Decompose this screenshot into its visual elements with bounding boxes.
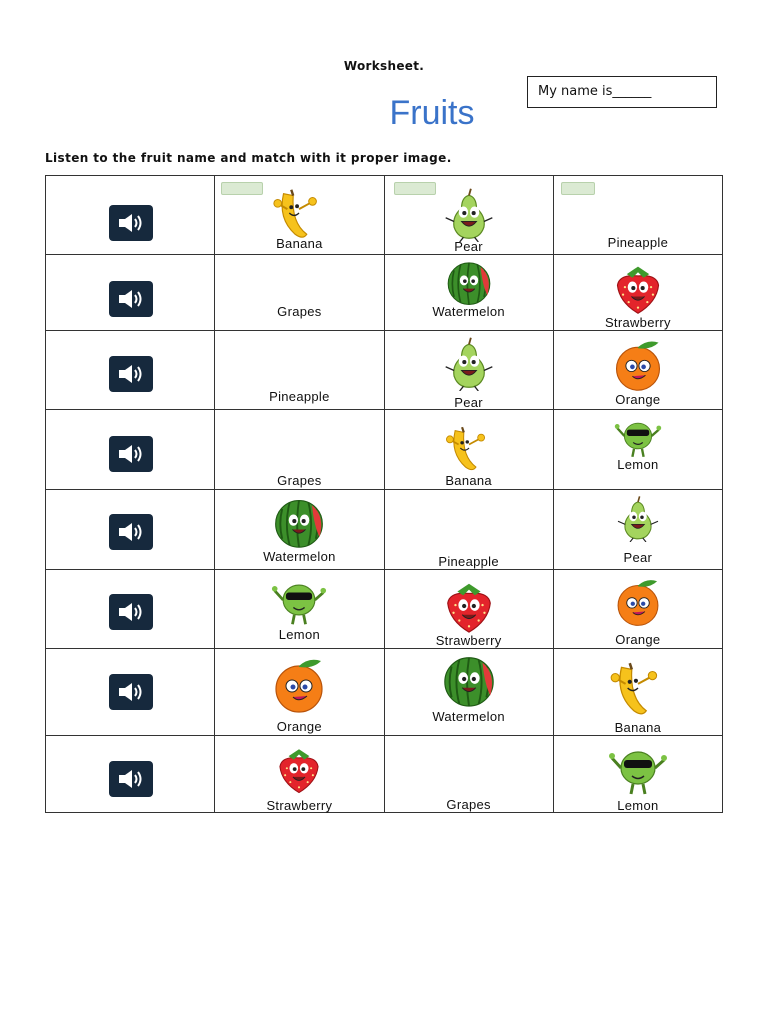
watermelon-icon (444, 257, 494, 311)
option-cell[interactable] (553, 331, 722, 410)
play-audio-button[interactable] (109, 594, 153, 630)
fruit-label: Watermelon (432, 304, 505, 319)
banana-icon (443, 422, 495, 478)
option-cell[interactable] (215, 331, 384, 410)
option-cell[interactable] (215, 649, 384, 736)
speaker-icon (115, 362, 147, 386)
fruit-label: Grapes (277, 473, 322, 488)
fruit-label: Orange (615, 632, 661, 647)
pear-icon (441, 335, 497, 395)
option-cell[interactable] (384, 649, 553, 736)
page-title: Fruits (389, 94, 475, 132)
fruit-label: Grapes (446, 797, 491, 812)
option-cell[interactable] (215, 736, 384, 813)
table-row (46, 736, 723, 813)
play-audio-button[interactable] (109, 514, 153, 550)
audio-cell (46, 570, 215, 649)
instructions: Listen to the fruit name and match with it proper image. (45, 151, 452, 165)
fruit-label: Grapes (277, 304, 322, 319)
strawberry-icon (273, 744, 325, 800)
option-cell[interactable] (553, 176, 722, 255)
audio-cell (46, 649, 215, 736)
orange-icon (610, 337, 666, 397)
fruit-label: Strawberry (435, 633, 502, 648)
option-cell[interactable] (384, 255, 553, 331)
pear-icon (614, 494, 662, 546)
speaker-icon (115, 211, 147, 235)
matching-table (45, 175, 723, 813)
speaker-icon (115, 287, 147, 311)
answer-box[interactable] (394, 182, 436, 195)
play-audio-button[interactable] (109, 356, 153, 392)
speaker-icon (115, 600, 147, 624)
answer-box[interactable] (561, 182, 595, 195)
option-cell[interactable] (215, 410, 384, 490)
play-audio-button[interactable] (109, 674, 153, 710)
speaker-icon (115, 767, 147, 791)
fruit-label: Pear (454, 239, 483, 254)
strawberry-icon (440, 578, 498, 640)
play-audio-button[interactable] (109, 205, 153, 241)
fruit-label: Pineapple (438, 554, 499, 569)
pear-icon (441, 186, 497, 246)
speaker-icon (115, 520, 147, 544)
option-cell[interactable] (215, 176, 384, 255)
play-audio-button[interactable] (109, 436, 153, 472)
speaker-icon (115, 680, 147, 704)
fruit-label: Watermelon (432, 709, 505, 724)
option-cell[interactable] (215, 570, 384, 649)
fruit-label: Watermelon (263, 549, 336, 564)
fruit-label: Lemon (617, 798, 659, 813)
play-audio-button[interactable] (109, 761, 153, 797)
fruit-label: Strawberry (266, 798, 333, 813)
audio-cell (46, 255, 215, 331)
option-cell[interactable] (553, 649, 722, 736)
strawberry-icon (610, 261, 666, 321)
lemon-icon (608, 738, 668, 802)
name-field[interactable]: My name is______ (527, 76, 717, 108)
orange-icon (612, 576, 664, 632)
banana-icon (607, 657, 669, 723)
lemon-icon (271, 572, 327, 632)
table-row (46, 649, 723, 736)
option-cell[interactable] (553, 255, 722, 331)
audio-cell (46, 176, 215, 255)
option-cell[interactable] (553, 490, 722, 570)
option-cell[interactable] (384, 331, 553, 410)
table-row (46, 255, 723, 331)
option-cell[interactable] (215, 255, 384, 331)
table-row (46, 570, 723, 649)
fruit-label: Banana (276, 236, 323, 251)
watermelon-icon (440, 651, 498, 713)
option-cell[interactable] (384, 570, 553, 649)
fruit-label: Orange (276, 719, 322, 734)
orange-icon (269, 655, 329, 719)
option-cell[interactable] (384, 490, 553, 570)
fruit-label: Banana (614, 720, 662, 735)
table-row (46, 176, 723, 255)
fruit-label: Lemon (278, 627, 320, 642)
option-cell[interactable] (384, 176, 553, 255)
fruit-label: Pineapple (607, 235, 669, 250)
fruit-label: Lemon (617, 457, 659, 472)
worksheet-header: Worksheet. (343, 59, 425, 73)
audio-cell (46, 331, 215, 410)
play-audio-button[interactable] (109, 281, 153, 317)
table-row (46, 490, 723, 570)
option-cell[interactable] (215, 490, 384, 570)
audio-cell (46, 410, 215, 490)
option-cell[interactable] (384, 410, 553, 490)
fruit-label: Banana (445, 473, 492, 488)
audio-cell (46, 490, 215, 570)
fruit-label: Pineapple (269, 389, 330, 404)
answer-box[interactable] (221, 182, 263, 195)
watermelon-icon (271, 494, 327, 554)
table-row (46, 331, 723, 410)
audio-cell (46, 736, 215, 813)
fruit-label: Orange (615, 392, 661, 407)
fruit-label: Pear (623, 550, 653, 565)
fruit-label: Strawberry (604, 315, 671, 330)
option-cell[interactable] (553, 570, 722, 649)
option-cell[interactable] (384, 736, 553, 813)
option-cell[interactable] (553, 410, 722, 490)
table-row (46, 410, 723, 490)
speaker-icon (115, 442, 147, 466)
option-cell[interactable] (553, 736, 722, 813)
fruit-label: Pear (454, 395, 483, 410)
